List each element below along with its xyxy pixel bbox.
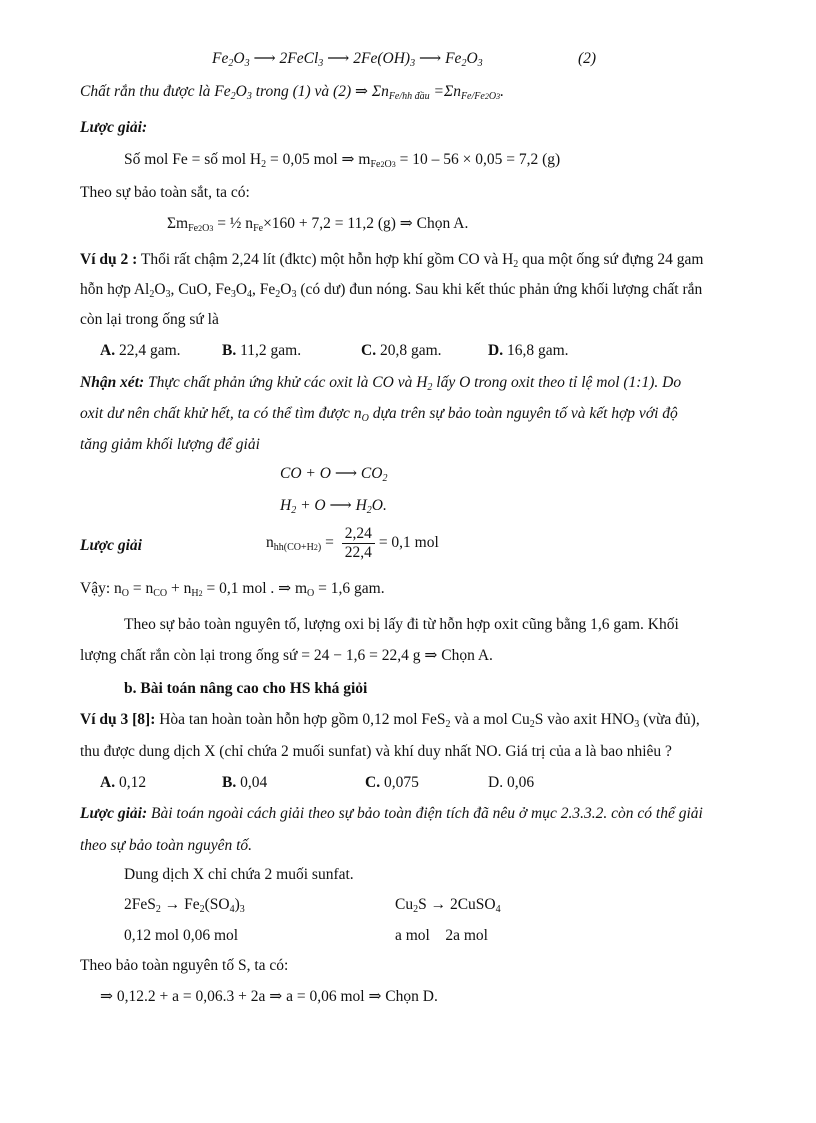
mol-fraction: $n_{hh(CO+H2)}$ = $\frac{2,24}{22,4}$ = 0,1 mol (266, 524, 439, 561)
ex3-option-a: A. 0,12 (100, 774, 147, 791)
para-conserve-2: lượng chất rắn còn lại trong ống sứ = 24 − 1,6 = 22,4 g ⇒ Chọn A. (80, 647, 493, 664)
option-c: C. 20,8 gam. (361, 342, 442, 359)
example-3-line-1: Ví dụ 3 [8]: Hòa tan hoàn toàn hỗn hợp gồm 0,12 mol FeS$_2$ và a mol $Cu_2S$ vào axit $HNO_3$ (vừa đủ), (80, 711, 700, 730)
option-d: D. 16,8 gam. (488, 342, 569, 359)
remark-line-2: oxit dư nên chất khử hết, ta có thể tìm được $n_O$ dựa trên sự bảo toàn nguyên tố và kết hợp với độ (80, 405, 678, 424)
conserve-iron-text: Theo sự bảo toàn sắt, ta có: (80, 184, 250, 201)
reaction-co: CO + O ⟶ $CO_2$ (280, 465, 388, 484)
vay-line: Vậy: $n_O = n_{CO} + n_{H2} = 0,1$ mol . ⇒ $m_O = 1,6$ gam. (80, 580, 385, 599)
option-a: A. 22,4 gam. (100, 342, 181, 359)
mol-right: a mol 2a mol (395, 927, 488, 944)
conserve-s-text: Theo bảo toàn nguyên tố S, ta có: (80, 957, 289, 974)
equation-fe2o3-chain: $Fe_2O_3$ ⟶ 2FeCl$_3$ ⟶ $2Fe(OH)_3$ ⟶ $Fe_2O_3$ (212, 50, 483, 69)
remark-line-1: Nhận xét: Thực chất phản ứng khử các oxit là CO và $H_2$ lấy O trong oxit theo tỉ lệ mol (1:1). Do (80, 374, 682, 393)
solution-line-1: Số mol Fe = số mol $H_2 = 0,05$ mol ⇒ $m_{Fe2O3} = 10 - 56 \times 0,05 = 7,2$ (g) (124, 151, 561, 170)
sum-line: $\Sigma m_{Fe2O3}$ = ½ $n_{Fe}\times 160 + 7,2 = 11,2$ (g) ⇒ Chọn A. (167, 215, 469, 234)
para-conserve-1: Theo sự bảo toàn nguyên tố, lượng oxi bị lấy đi từ hỗn hợp oxit cũng bằng 1,6 gam. Khối (124, 616, 679, 633)
reaction-h2: $H_2 + O$ ⟶ $H_2O$. (280, 497, 387, 516)
final-answer: ⇒ 0,12.2 + a = 0,06.3 + 2a ⇒ a = 0,06 mol ⇒ Chọn D. (100, 988, 438, 1005)
reaction-fes2: $2FeS_2 \to Fe_2(SO_4)_3$ (124, 896, 245, 915)
mol-left: 0,12 mol 0,06 mol (124, 927, 239, 944)
ex3-option-b: B. 0,04 (222, 774, 268, 791)
example-2-line-2: hỗn hợp $Al_2O_3$, CuO, $Fe_3O_4$, $Fe_2O_3$ (có dư) đun nóng. Sau khi kết thúc phản ứng khối lượng chất rắn (80, 281, 703, 300)
solution-label-1: Lược giải: (80, 119, 148, 136)
ex3-option-c: C. 0,075 (365, 774, 419, 791)
example-2-line-3: còn lại trong ống sứ là (80, 311, 219, 328)
equation-tag: (2) (578, 50, 597, 67)
remark-line-3: tăng giảm khối lượng để giải (80, 436, 260, 453)
solution-3-line-2: theo sự bảo toàn nguyên tố. (80, 837, 253, 854)
ex3-option-d: D. 0,06 (488, 774, 535, 791)
option-b: B. 11,2 gam. (222, 342, 302, 359)
solution-3-line-1: Lược giải: Bài toán ngoài cách giải theo sự bảo toàn điện tích đã nêu ở mục 2.3.3.2. còn có thể giải (80, 805, 703, 822)
solid-statement: Chất rắn thu được là $Fe_2O_3$ trong (1) và (2) ⇒ $\Sigma n_{Fe/hh đầu} =\Sigma n_{Fe/Fe2O3}$. (80, 83, 504, 102)
example-3-line-2: thu được dung dịch X (chỉ chứa 2 muối sunfat) và khí duy nhất NO. Giá trị của a là bao nhiêu ? (80, 743, 672, 760)
example-2-line-1: Ví dụ 2 : Thổi rất chậm 2,24 lít (đktc) một hỗn hợp khí gồm CO và $H_2$ qua một ống sứ đựng 24 gam (80, 251, 704, 270)
section-b-heading: b. Bài toán nâng cao cho HS khá giỏi (124, 680, 368, 697)
reaction-cu2s: $Cu_2S$ → 2CuSO$_4$ (395, 896, 501, 915)
solution-x-text: Dung dịch X chỉ chứa 2 muối sunfat. (124, 866, 354, 883)
solution-label-2: Lược giải (80, 537, 142, 554)
